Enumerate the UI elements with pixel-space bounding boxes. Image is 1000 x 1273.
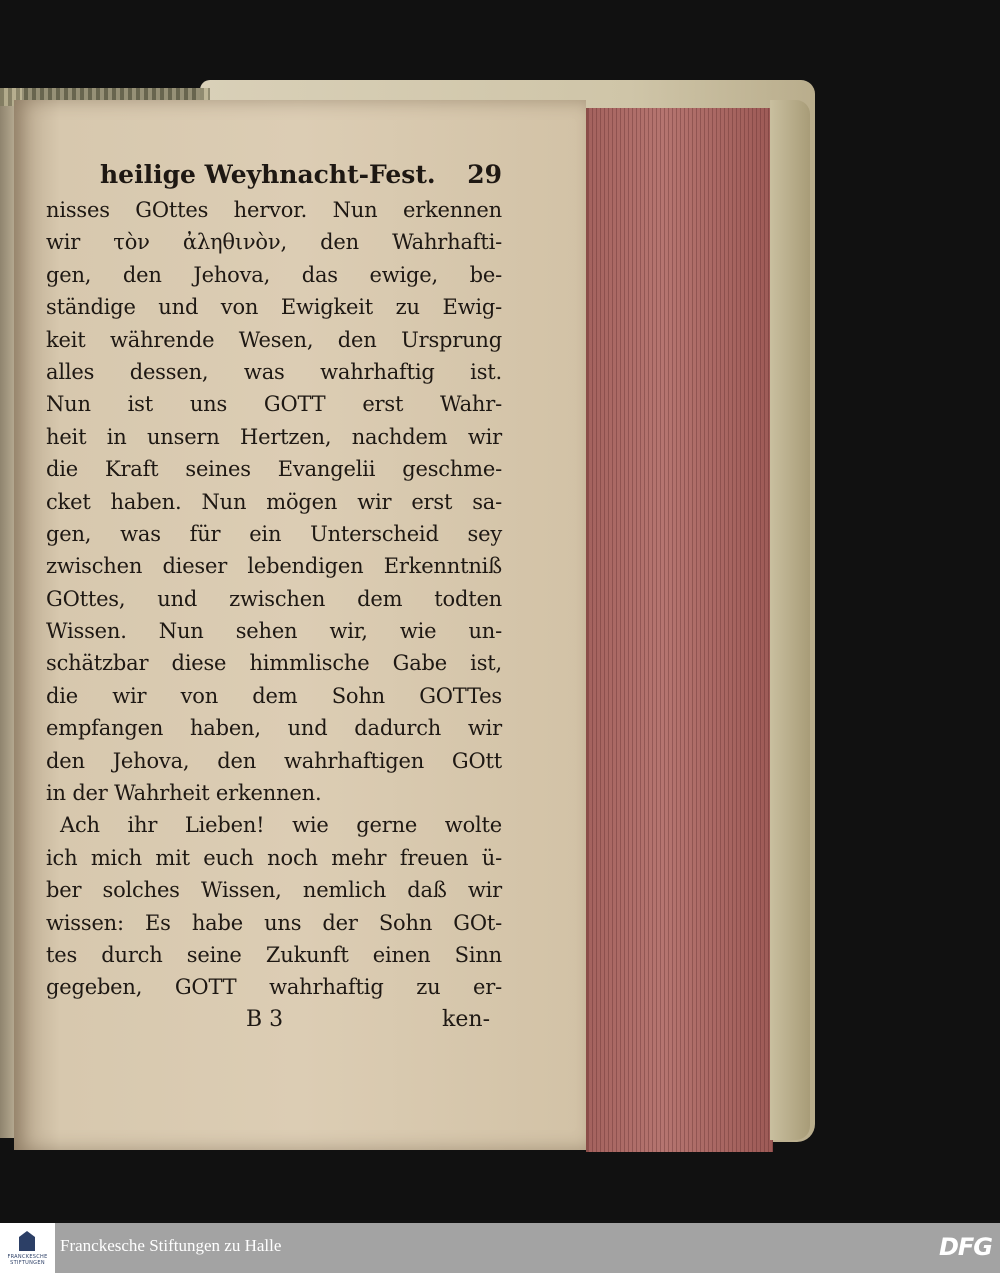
text-line: cket haben. Nun mögen wir erst sa- [46, 489, 502, 514]
text-line: nisses GOttes hervor. Nun erkennen [46, 198, 502, 222]
text-line: keit währende Wesen, den Ursprung [46, 327, 502, 352]
text-line: empfangen haben, und dadurch wir [46, 716, 502, 741]
text-line: ich mich mit euch noch mehr freuen ü- [46, 845, 502, 870]
institution-logo-text: FRANCKESCHE STIFTUNGEN [7, 1254, 48, 1266]
text-line: zwischen dieser lebendigen Erkenntniß [46, 554, 502, 579]
signature-mark: B 3 [246, 1006, 284, 1032]
text-line: Nun ist uns GOTT erst Wahr- [46, 392, 502, 417]
running-head [46, 160, 502, 194]
text-line: wissen: Es habe uns der Sohn GOt- [46, 910, 502, 935]
text-line: die Kraft seines Evangelii geschme- [46, 457, 502, 482]
text-line: GOttes, und zwischen dem todten [46, 586, 502, 611]
page-edges [586, 108, 773, 1152]
text-line: tes durch seine Zukunft einen Sinn [46, 942, 502, 967]
text-line: in der Wahrheit erkennen. [46, 781, 322, 806]
text-line: die wir von dem Sohn GOTTes [46, 683, 502, 708]
running-head-title: heilige Weyhnacht-Fest. [100, 160, 436, 189]
institution-logo[interactable] [0, 1223, 55, 1273]
institution-name: Franckesche Stiftungen zu Halle [60, 1236, 282, 1255]
text-line: wir τὸν ἀληθινὸν, den Wahrhafti- [46, 230, 502, 255]
page-footer [46, 1004, 502, 1036]
cover-fore-edge [770, 100, 810, 1140]
text-line: schätzbar diese himmlische Gabe ist, [46, 651, 502, 676]
text-line: gen, den Jehova, das ewige, be- [46, 262, 502, 287]
text-line: gegeben, GOTT wahrhaftig zu er- [46, 975, 502, 1000]
text-line: Wissen. Nun sehen wir, wie un- [46, 619, 502, 644]
catchword: ken- [442, 1006, 490, 1032]
text-line: den Jehova, den wahrhaftigen GOtt [46, 748, 502, 773]
text-line: alles dessen, was wahrhaftig ist. [46, 359, 502, 384]
dfg-logo[interactable]: DFG [938, 1233, 992, 1261]
text-line: gen, was für ein Unterscheid sey [46, 521, 502, 546]
text-line: ber solches Wissen, nemlich daß wir [46, 878, 502, 903]
page-number: 29 [467, 160, 502, 189]
text-lines [46, 194, 502, 1004]
text-line: heit in unsern Hertzen, nachdem wir [46, 424, 502, 449]
text-line: ständige und von Ewigkeit zu Ewig- [46, 295, 502, 320]
text-line: Ach ihr Lieben! wie gerne wolte [60, 813, 502, 838]
institution-logo-icon [19, 1231, 35, 1251]
page-text-block [46, 160, 502, 1036]
viewer-footer-bar [0, 1223, 1000, 1273]
